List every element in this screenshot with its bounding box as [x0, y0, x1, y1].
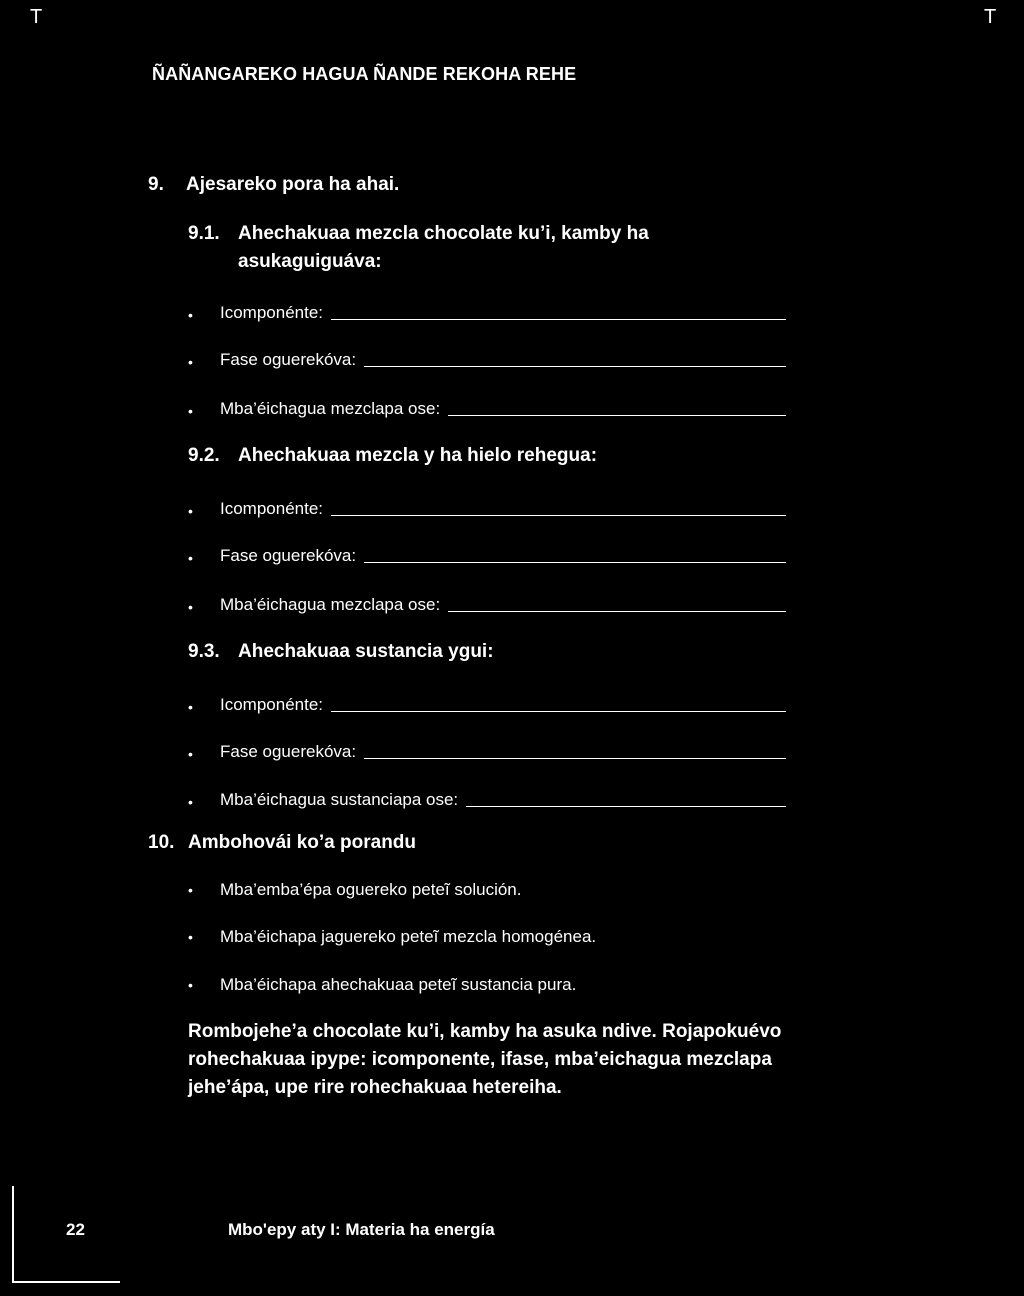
- section-number: 10.: [148, 832, 175, 853]
- subsection-title-line2: asukaguiguáva:: [238, 251, 382, 272]
- question-text: Mba’éichapa jaguereko peteĩ mezcla homogénea.: [220, 927, 597, 946]
- page-header: ÑAÑANGAREKO HAGUA ÑANDE REKOHA REHE: [152, 64, 577, 84]
- answer-line[interactable]: [331, 515, 786, 516]
- answer-line[interactable]: [466, 806, 786, 807]
- item-label: Fase oguerekóva:: [220, 546, 357, 565]
- footer-title: Mbo'epy aty I: Materia ha energía: [228, 1220, 495, 1239]
- list-item: • Mba’éichagua mezclapa ose:: [188, 595, 786, 615]
- crop-mark-right: T: [984, 6, 997, 28]
- item-label: Icomponénte:: [220, 695, 324, 714]
- section-number: 9.: [148, 174, 164, 195]
- item-label: Mba’éichagua mezclapa ose:: [220, 595, 441, 614]
- page-number: 22: [66, 1220, 85, 1239]
- item-label: Icomponénte:: [220, 303, 324, 322]
- list-item: • Mba’éichagua sustanciapa ose:: [188, 790, 786, 810]
- footer-vertical-rule: [12, 1186, 14, 1282]
- closing-paragraph: Rombojehe’a chocolate ku’i, kamby ha asuka ndive. Rojapokuévo rohechakuaa ipype: icomponente, ifase, mba’eichagua mezclapa jehe’ápa, upe rire rohechakuaa hetereiha.: [188, 1021, 782, 1098]
- item-label: Icomponénte:: [220, 499, 324, 518]
- section-title: Ambohovái ko’a porandu: [188, 832, 417, 853]
- question-item: • Mba’emba’épa oguereko peteĩ solución.: [188, 880, 522, 899]
- list-item: • Icomponénte:: [188, 499, 786, 519]
- subsection-title-line1: Ahechakuaa mezcla chocolate ku’i, kamby ha: [238, 223, 649, 244]
- list-item: • Mba’éichagua mezclapa ose:: [188, 399, 786, 419]
- item-label: Mba’éichagua sustanciapa ose:: [220, 790, 459, 809]
- subsection-9-3-heading: [188, 638, 494, 666]
- subsection-title: Ahechakuaa sustancia ygui:: [238, 641, 494, 662]
- question-item: • Mba’éichapa jaguereko peteĩ mezcla homogénea.: [188, 927, 597, 946]
- list-item: • Fase oguerekóva:: [188, 546, 786, 566]
- section-9-heading: [148, 174, 399, 196]
- answer-line[interactable]: [448, 611, 786, 612]
- subsection-9-2-heading: [188, 442, 597, 470]
- answer-line[interactable]: [448, 415, 786, 416]
- item-label: Fase oguerekóva:: [220, 350, 357, 369]
- answer-line[interactable]: [364, 562, 786, 563]
- list-item: • Icomponénte:: [188, 303, 786, 323]
- answer-line[interactable]: [364, 758, 786, 759]
- answer-line[interactable]: [331, 319, 786, 320]
- item-label: Fase oguerekóva:: [220, 742, 357, 761]
- subsection-number: 9.3.: [188, 641, 220, 662]
- list-item: • Fase oguerekóva:: [188, 350, 786, 370]
- item-label: Mba’éichagua mezclapa ose:: [220, 399, 441, 418]
- section-10-heading: [148, 832, 416, 854]
- footer-horizontal-rule: [12, 1281, 120, 1283]
- subsection-number: 9.1.: [188, 223, 220, 244]
- question-item: • Mba’éichapa ahechakuaa peteĩ sustancia pura.: [188, 975, 577, 994]
- subsection-9-1-heading: [188, 220, 649, 276]
- section-title: Ajesareko pora ha ahai.: [186, 174, 400, 195]
- question-text: Mba’emba’épa oguereko peteĩ solución.: [220, 880, 522, 899]
- answer-line[interactable]: [364, 366, 786, 367]
- subsection-title: Ahechakuaa mezcla y ha hielo rehegua:: [238, 445, 598, 466]
- list-item: • Icomponénte:: [188, 695, 786, 715]
- crop-mark-left: T: [30, 6, 43, 28]
- list-item: • Fase oguerekóva:: [188, 742, 786, 762]
- answer-line[interactable]: [331, 711, 786, 712]
- question-text: Mba’éichapa ahechakuaa peteĩ sustancia pura.: [220, 975, 577, 994]
- subsection-number: 9.2.: [188, 445, 220, 466]
